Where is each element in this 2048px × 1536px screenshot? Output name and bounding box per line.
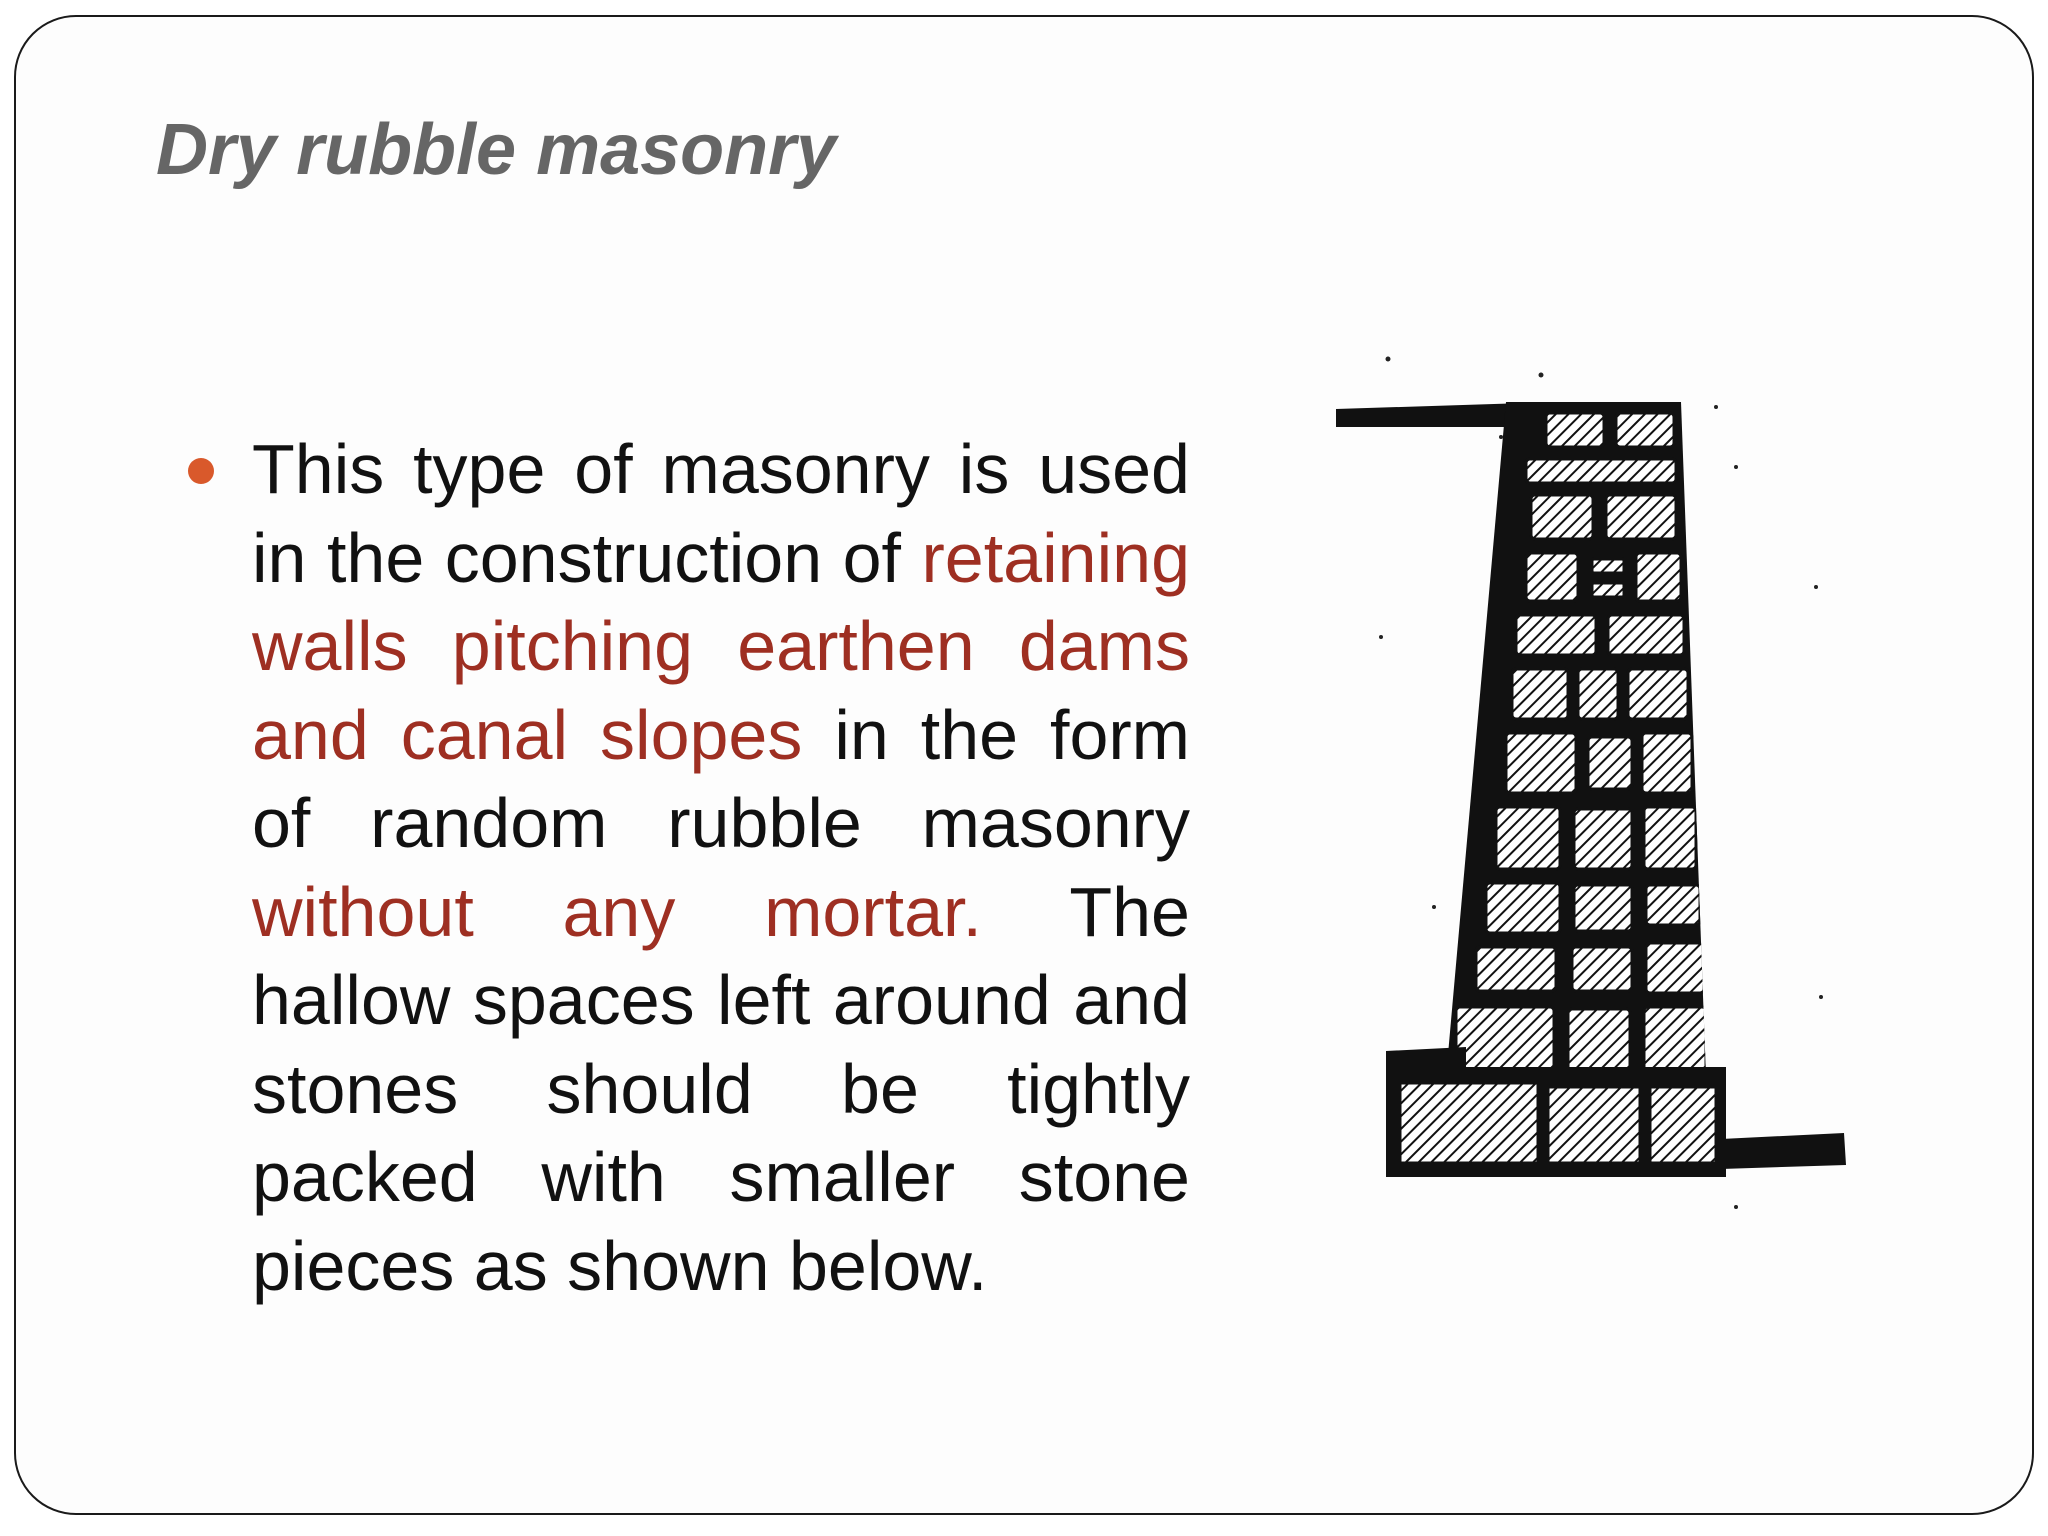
- bullet-text-segment-2: retaining walls pitching earthen dams and canal slopes: [252, 518, 1190, 774]
- ground-fill-left: [1386, 1047, 1466, 1077]
- wall-foundation: [1386, 1067, 1726, 1177]
- bullet-text-segment-4: without any mortar.: [252, 872, 982, 951]
- bullet-text-segment-1: This type of masonry is used in the construction of: [252, 430, 1190, 597]
- wall-body: [1416, 387, 1736, 1087]
- bullet-text: [252, 425, 1190, 1310]
- ground-line-bottom: [1721, 1133, 1846, 1169]
- bullet-dot-icon: [188, 458, 214, 484]
- ground-line-top: [1336, 403, 1528, 427]
- bullet-text-segment-5: The hallow spaces left around and stones should be tightly packed with smaller stone pieces as shown below.: [252, 872, 1190, 1305]
- slide-title: Dry rubble masonry: [156, 110, 837, 190]
- bullet-text-segment-3: in the form of random rubble masonry: [252, 695, 1190, 862]
- dry-rubble-wall-illustration: [1316, 347, 1876, 1227]
- slide: [14, 15, 2034, 1515]
